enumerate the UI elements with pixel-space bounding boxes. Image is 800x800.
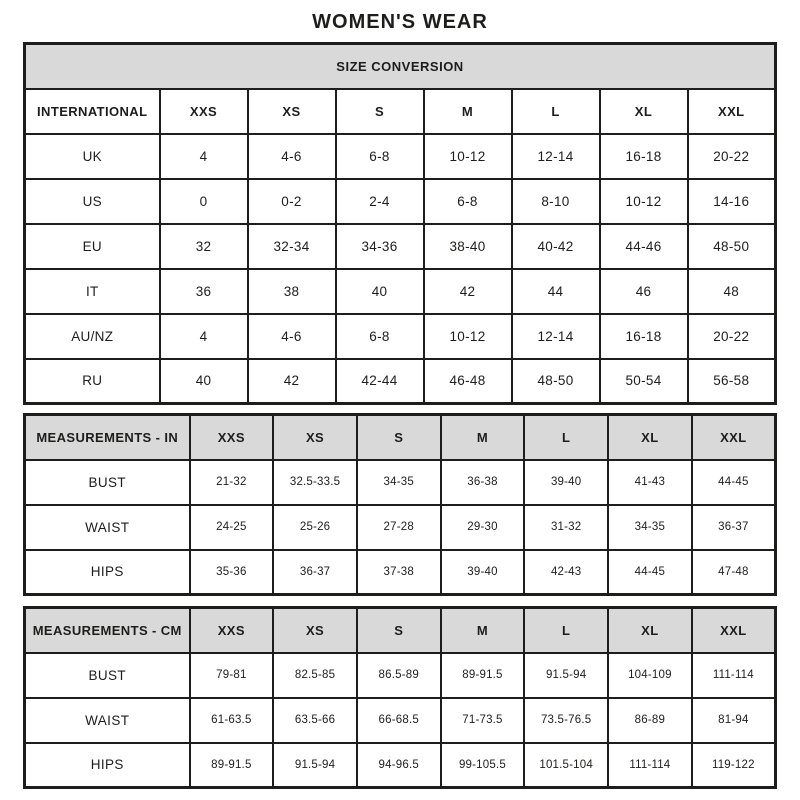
column-header-l: L <box>524 415 608 460</box>
cell-value: 73.5-76.5 <box>524 698 608 743</box>
cell-value: 10-12 <box>424 314 512 359</box>
cell-value: 46 <box>600 269 688 314</box>
cell-value: 36-38 <box>441 460 525 505</box>
row-label: HIPS <box>25 550 190 595</box>
cell-value: 34-35 <box>608 505 692 550</box>
cell-value: 6-8 <box>424 179 512 224</box>
cell-value: 48-50 <box>512 359 600 404</box>
size-conversion-table <box>23 42 777 405</box>
column-header-xl: XL <box>608 608 692 653</box>
cell-value: 91.5-94 <box>273 743 357 788</box>
column-header-m: M <box>441 415 525 460</box>
cell-value: 89-91.5 <box>190 743 274 788</box>
cell-value: 4-6 <box>248 134 336 179</box>
row-label: AU/NZ <box>25 314 160 359</box>
cell-value: 38 <box>248 269 336 314</box>
cell-value: 8-10 <box>512 179 600 224</box>
cell-value: 38-40 <box>424 224 512 269</box>
size-conversion-header: SIZE CONVERSION <box>25 44 776 89</box>
column-header-xs: XS <box>248 89 336 134</box>
table-title-row <box>25 44 776 89</box>
cell-value: 25-26 <box>273 505 357 550</box>
measurements-cm-table <box>23 606 777 789</box>
cell-value: 4 <box>160 134 248 179</box>
cell-value: 42-43 <box>524 550 608 595</box>
cell-value: 36 <box>160 269 248 314</box>
cell-value: 34-35 <box>357 460 441 505</box>
cell-value: 89-91.5 <box>441 653 525 698</box>
cell-value: 14-16 <box>688 179 776 224</box>
cell-value: 44 <box>512 269 600 314</box>
measurements-in-header: MEASUREMENTS - IN <box>25 415 190 460</box>
column-header-s: S <box>357 415 441 460</box>
table-row <box>25 359 776 404</box>
cell-value: 56-58 <box>688 359 776 404</box>
row-label: US <box>25 179 160 224</box>
row-label: WAIST <box>25 698 190 743</box>
row-label: IT <box>25 269 160 314</box>
row-label: UK <box>25 134 160 179</box>
cell-value: 31-32 <box>524 505 608 550</box>
cell-value: 63.5-66 <box>273 698 357 743</box>
cell-value: 10-12 <box>424 134 512 179</box>
cell-value: 99-105.5 <box>441 743 525 788</box>
cell-value: 44-45 <box>608 550 692 595</box>
cell-value: 20-22 <box>688 314 776 359</box>
cell-value: 32 <box>160 224 248 269</box>
column-header-xxs: XXS <box>190 608 274 653</box>
row-label: EU <box>25 224 160 269</box>
cell-value: 20-22 <box>688 134 776 179</box>
row-label: HIPS <box>25 743 190 788</box>
column-header-row <box>25 608 776 653</box>
column-header-xl: XL <box>608 415 692 460</box>
cell-value: 39-40 <box>524 460 608 505</box>
column-header-xxl: XXL <box>692 608 776 653</box>
row-label: RU <box>25 359 160 404</box>
cell-value: 82.5-85 <box>273 653 357 698</box>
cell-value: 42-44 <box>336 359 424 404</box>
row-label: BUST <box>25 460 190 505</box>
cell-value: 6-8 <box>336 314 424 359</box>
cell-value: 79-81 <box>190 653 274 698</box>
table-row <box>25 314 776 359</box>
cell-value: 4 <box>160 314 248 359</box>
cell-value: 41-43 <box>608 460 692 505</box>
cell-value: 44-46 <box>600 224 688 269</box>
cell-value: 16-18 <box>600 134 688 179</box>
cell-value: 36-37 <box>692 505 776 550</box>
cell-value: 71-73.5 <box>441 698 525 743</box>
cell-value: 16-18 <box>600 314 688 359</box>
cell-value: 42 <box>248 359 336 404</box>
table-row <box>25 269 776 314</box>
cell-value: 101.5-104 <box>524 743 608 788</box>
cell-value: 34-36 <box>336 224 424 269</box>
column-header-m: M <box>441 608 525 653</box>
column-header-l: L <box>524 608 608 653</box>
cell-value: 119-122 <box>692 743 776 788</box>
column-header-xxl: XXL <box>688 89 776 134</box>
cell-value: 40 <box>160 359 248 404</box>
table-row <box>25 134 776 179</box>
table-row <box>25 460 776 505</box>
column-header-l: L <box>512 89 600 134</box>
cell-value: 39-40 <box>441 550 525 595</box>
column-header-xs: XS <box>273 608 357 653</box>
column-header-m: M <box>424 89 512 134</box>
cell-value: 12-14 <box>512 134 600 179</box>
cell-value: 37-38 <box>357 550 441 595</box>
cell-value: 32-34 <box>248 224 336 269</box>
cell-value: 0 <box>160 179 248 224</box>
cell-value: 46-48 <box>424 359 512 404</box>
column-header-s: S <box>357 608 441 653</box>
cell-value: 48-50 <box>688 224 776 269</box>
column-header-xxl: XXL <box>692 415 776 460</box>
cell-value: 10-12 <box>600 179 688 224</box>
cell-value: 48 <box>688 269 776 314</box>
table-row <box>25 224 776 269</box>
cell-value: 12-14 <box>512 314 600 359</box>
row-label: BUST <box>25 653 190 698</box>
column-header-row <box>25 89 776 134</box>
cell-value: 2-4 <box>336 179 424 224</box>
column-header-s: S <box>336 89 424 134</box>
cell-value: 0-2 <box>248 179 336 224</box>
row-label: WAIST <box>25 505 190 550</box>
cell-value: 50-54 <box>600 359 688 404</box>
cell-value: 44-45 <box>692 460 776 505</box>
table-row <box>25 550 776 595</box>
measurements-in-table <box>23 413 777 596</box>
column-header-xxs: XXS <box>160 89 248 134</box>
cell-value: 40 <box>336 269 424 314</box>
cell-value: 86-89 <box>608 698 692 743</box>
column-header-row <box>25 415 776 460</box>
table-row <box>25 743 776 788</box>
cell-value: 111-114 <box>692 653 776 698</box>
cell-value: 61-63.5 <box>190 698 274 743</box>
cell-value: 29-30 <box>441 505 525 550</box>
cell-value: 4-6 <box>248 314 336 359</box>
page-title: WOMEN'S WEAR <box>312 11 488 33</box>
column-header-international: INTERNATIONAL <box>25 89 160 134</box>
cell-value: 6-8 <box>336 134 424 179</box>
cell-value: 32.5-33.5 <box>273 460 357 505</box>
cell-value: 91.5-94 <box>524 653 608 698</box>
column-header-xs: XS <box>273 415 357 460</box>
cell-value: 42 <box>424 269 512 314</box>
cell-value: 86.5-89 <box>357 653 441 698</box>
cell-value: 40-42 <box>512 224 600 269</box>
cell-value: 81-94 <box>692 698 776 743</box>
column-header-xxs: XXS <box>190 415 274 460</box>
cell-value: 27-28 <box>357 505 441 550</box>
cell-value: 21-32 <box>190 460 274 505</box>
cell-value: 94-96.5 <box>357 743 441 788</box>
cell-value: 104-109 <box>608 653 692 698</box>
table-row <box>25 653 776 698</box>
cell-value: 47-48 <box>692 550 776 595</box>
cell-value: 36-37 <box>273 550 357 595</box>
cell-value: 24-25 <box>190 505 274 550</box>
table-row <box>25 179 776 224</box>
cell-value: 66-68.5 <box>357 698 441 743</box>
cell-value: 35-36 <box>190 550 274 595</box>
table-row <box>25 505 776 550</box>
measurements-cm-header: MEASUREMENTS - CM <box>25 608 190 653</box>
table-row <box>25 698 776 743</box>
cell-value: 111-114 <box>608 743 692 788</box>
column-header-xl: XL <box>600 89 688 134</box>
